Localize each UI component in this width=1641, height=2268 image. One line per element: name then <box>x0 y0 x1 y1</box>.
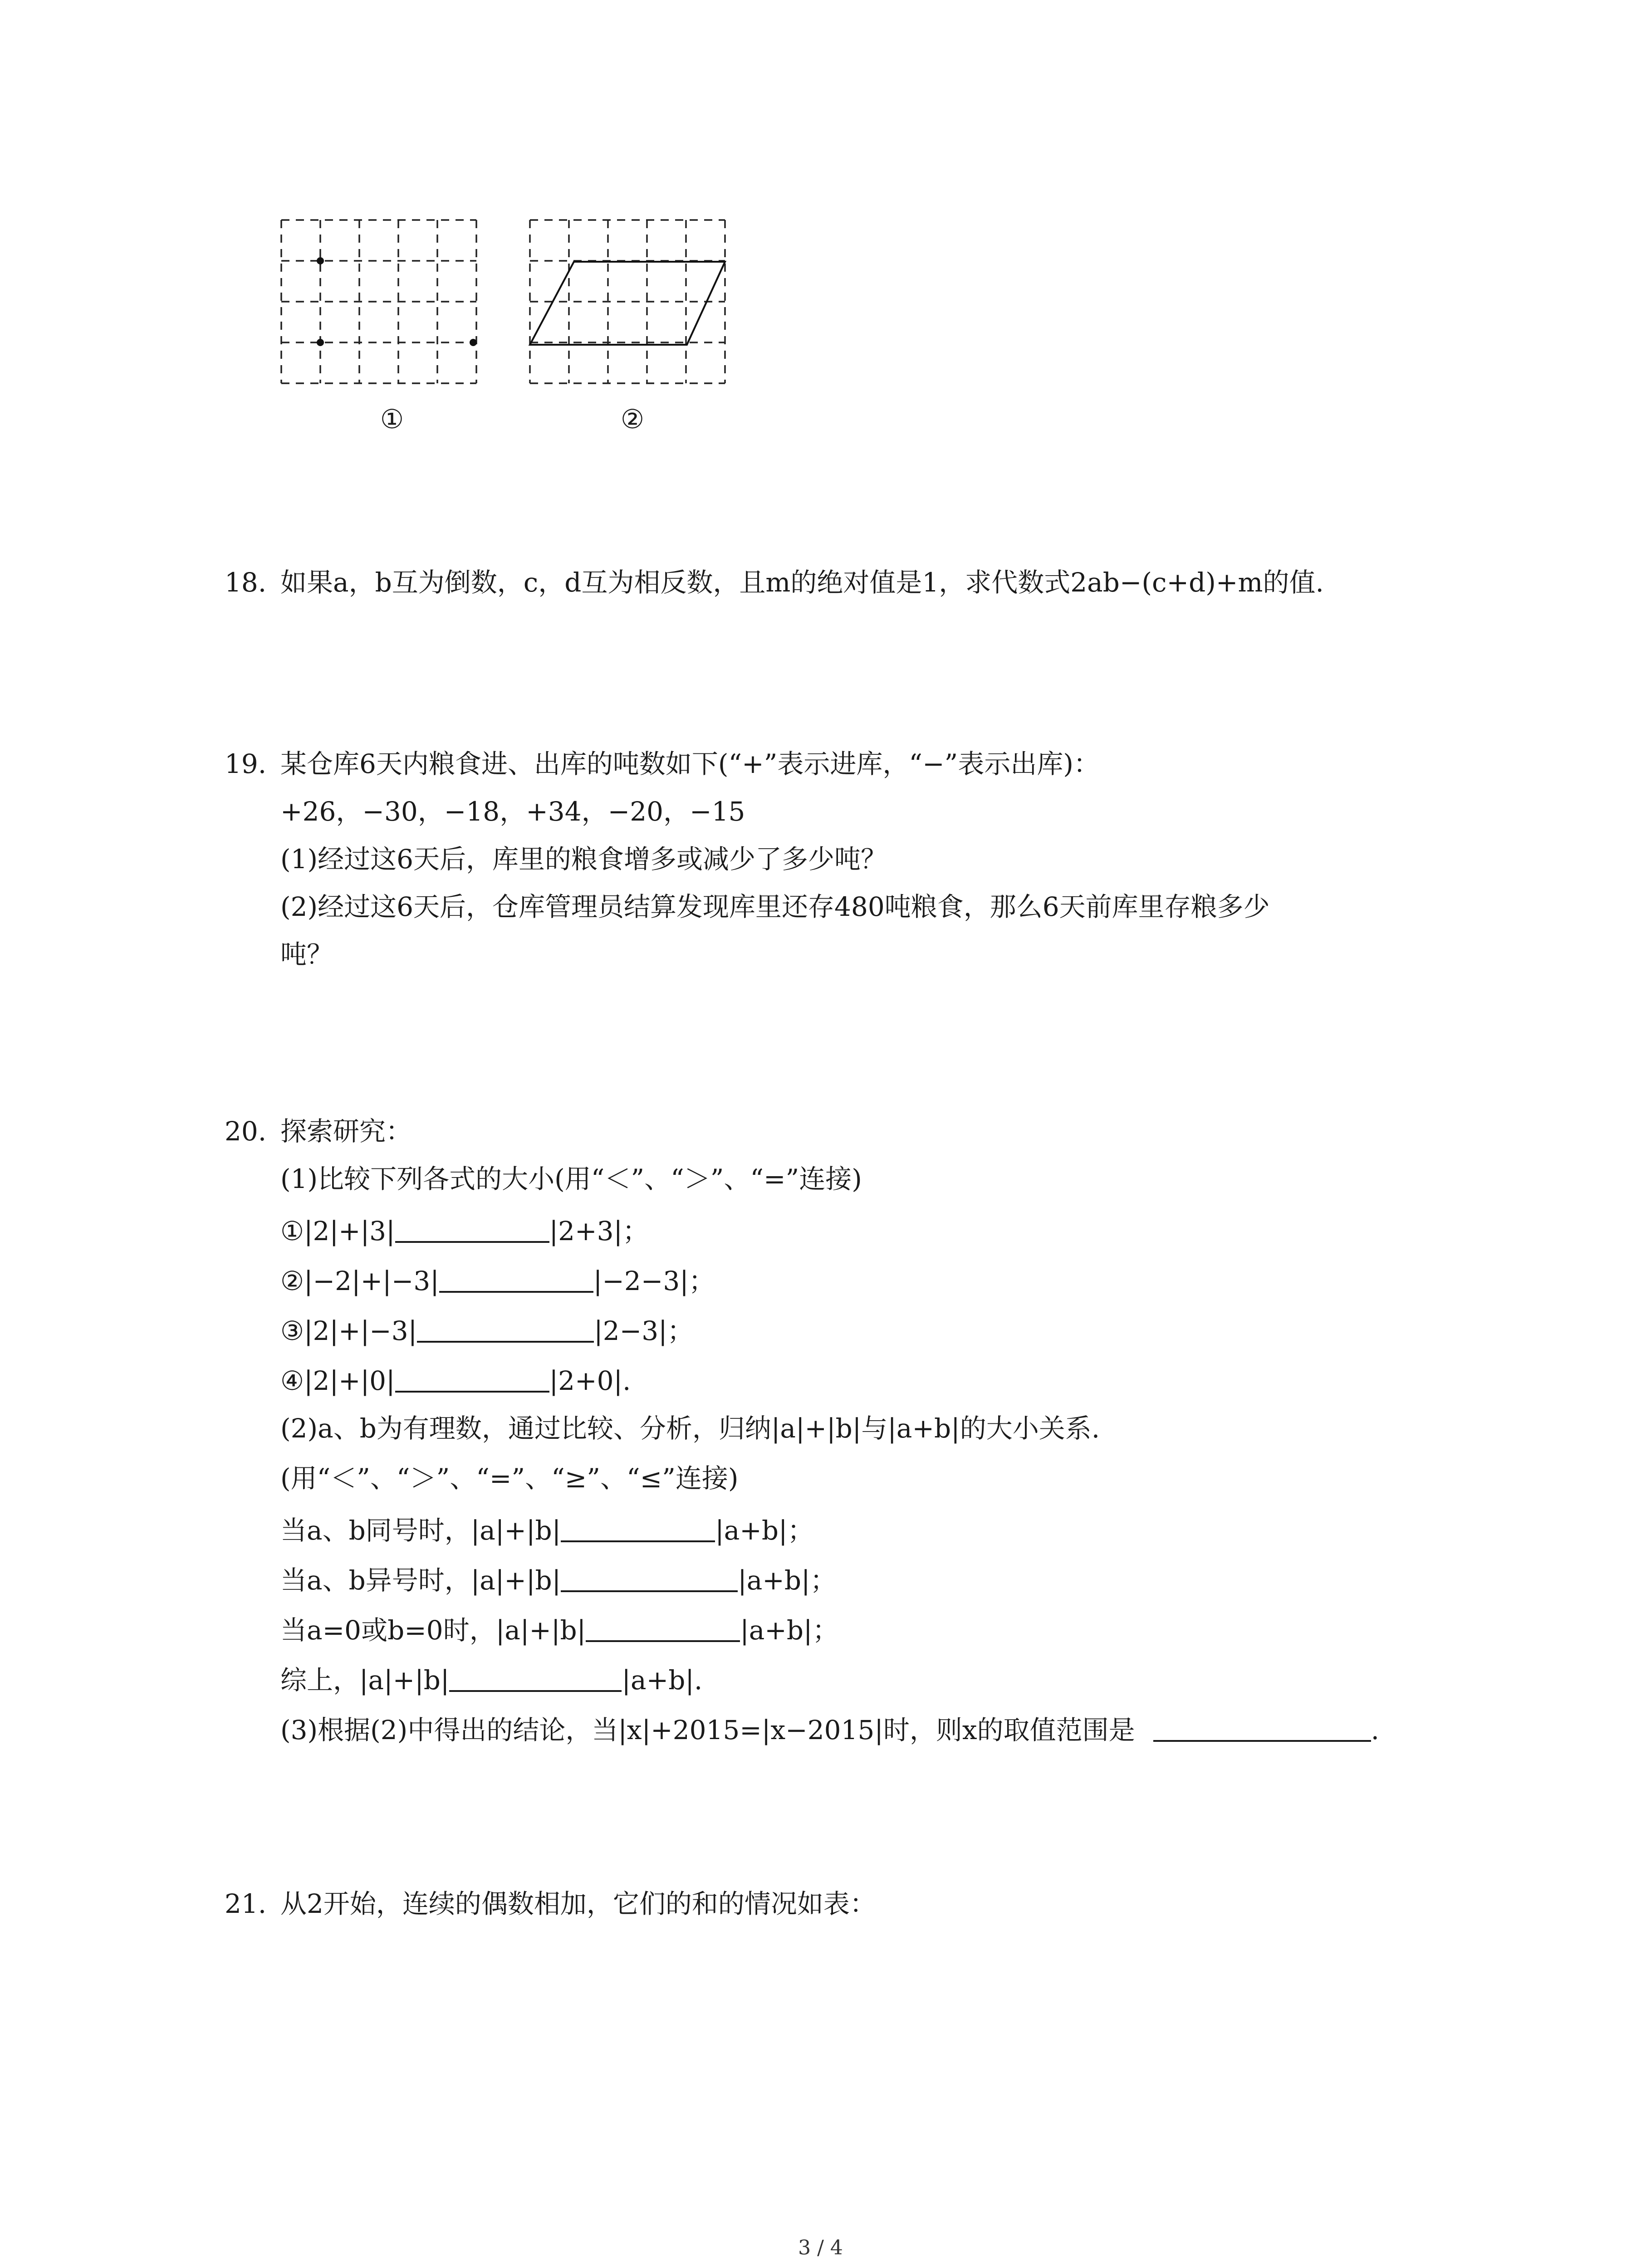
answer-blank-part3[interactable] <box>1153 1715 1371 1742</box>
answer-blank-summary[interactable] <box>449 1665 622 1692</box>
answer-blank-same-sign[interactable] <box>561 1515 715 1542</box>
compare-3-left: ③|2|+|−3| <box>280 1315 417 1346</box>
answer-blank-2[interactable] <box>439 1266 593 1293</box>
q20-zero-case <box>280 1615 839 1646</box>
diff-sign-left: 当a、b异号时，|a|+|b| <box>280 1565 561 1596</box>
q19-line1: 某仓库6天内粮食进、出库的吨数如下(“+”表示进库，“−”表示出库)： <box>280 748 1100 779</box>
q20-compare-1 <box>280 1216 649 1244</box>
compare-4-right: |2+0|. <box>549 1365 631 1396</box>
q20-same-sign <box>280 1515 814 1544</box>
summary-left: 综上，|a|+|b| <box>280 1665 450 1696</box>
q19-part2b: 吨？ <box>280 939 333 970</box>
part3-left: (3)根据(2)中得出的结论，当|x|+2015=|x−2015|时，则x的取值范围是 <box>280 1715 1135 1745</box>
answer-blank-1[interactable] <box>395 1216 549 1243</box>
compare-1-left: ①|2|+|3| <box>280 1216 395 1246</box>
parallelogram-shape <box>530 262 725 345</box>
answer-blank-4[interactable] <box>395 1365 549 1393</box>
q20-compare-4 <box>280 1365 631 1394</box>
q21-text: 从2开始，连续的偶数相加，它们的和的情况如表： <box>280 1888 876 1919</box>
answer-blank-zero-case[interactable] <box>586 1615 740 1642</box>
same-sign-left: 当a、b同号时，|a|+|b| <box>280 1515 561 1546</box>
q19-line2: +26，−30，−18，+34，−20，−15 <box>280 796 745 827</box>
compare-2-left: ②|−2|+|−3| <box>280 1266 439 1296</box>
q20-part1-intro: (1)比较下列各式的大小(用“＜”、“＞”、“=”连接) <box>280 1163 862 1194</box>
compare-4-left: ④|2|+|0| <box>280 1365 395 1396</box>
q20-part2-note: (用“＜”、“＞”、“=”、“≥”、“≤”连接) <box>280 1463 739 1494</box>
q19-number: 19. <box>225 748 267 779</box>
compare-1-right: |2+3|； <box>549 1216 649 1246</box>
q19-part1: (1)经过这6天后，库里的粮食增多或减少了多少吨？ <box>280 844 887 875</box>
q20-part2-intro: (2)a、b为有理数，通过比较、分析，归纳|a|+|b|与|a+b|的大小关系. <box>280 1413 1100 1444</box>
zero-case-left: 当a=0或b=0时，|a|+|b| <box>280 1615 586 1646</box>
q20-title: 探索研究： <box>280 1116 412 1147</box>
q20-summary <box>280 1665 703 1696</box>
q18-number: 18. <box>225 567 267 598</box>
q20-number: 20. <box>225 1116 267 1147</box>
answer-blank-diff-sign[interactable] <box>561 1565 738 1592</box>
part3-right: . <box>1371 1715 1380 1745</box>
answer-blank-3[interactable] <box>417 1315 594 1343</box>
same-sign-right: |a+b|； <box>715 1515 814 1546</box>
figure-1-label: ① <box>380 404 404 435</box>
page-number: 3 / 4 <box>798 2236 843 2259</box>
diff-sign-right: |a+b|； <box>738 1565 837 1596</box>
q21-number: 21. <box>225 1888 267 1919</box>
grid-figure-1 <box>281 220 476 383</box>
q20-part3 <box>280 1715 1379 1743</box>
summary-right: |a+b|. <box>622 1665 703 1696</box>
compare-2-right: |−2−3|； <box>593 1266 715 1296</box>
zero-case-right: |a+b|； <box>740 1615 839 1646</box>
figure-2-label: ② <box>621 404 644 435</box>
q20-diff-sign <box>280 1565 837 1596</box>
q20-compare-3 <box>280 1315 694 1344</box>
q18-text: 如果a，b互为倒数，c，d互为相反数，且m的绝对值是1，求代数式2ab−(c+d)+m的值. <box>280 567 1324 598</box>
q19-part2a: (2)经过这6天后，仓库管理员结算发现库里还存480吨粮食，那么6天前库里存粮多少 <box>280 891 1270 922</box>
grid-figure-2 <box>530 220 725 383</box>
q20-compare-2 <box>280 1266 715 1294</box>
compare-3-right: |2−3|； <box>594 1315 694 1346</box>
